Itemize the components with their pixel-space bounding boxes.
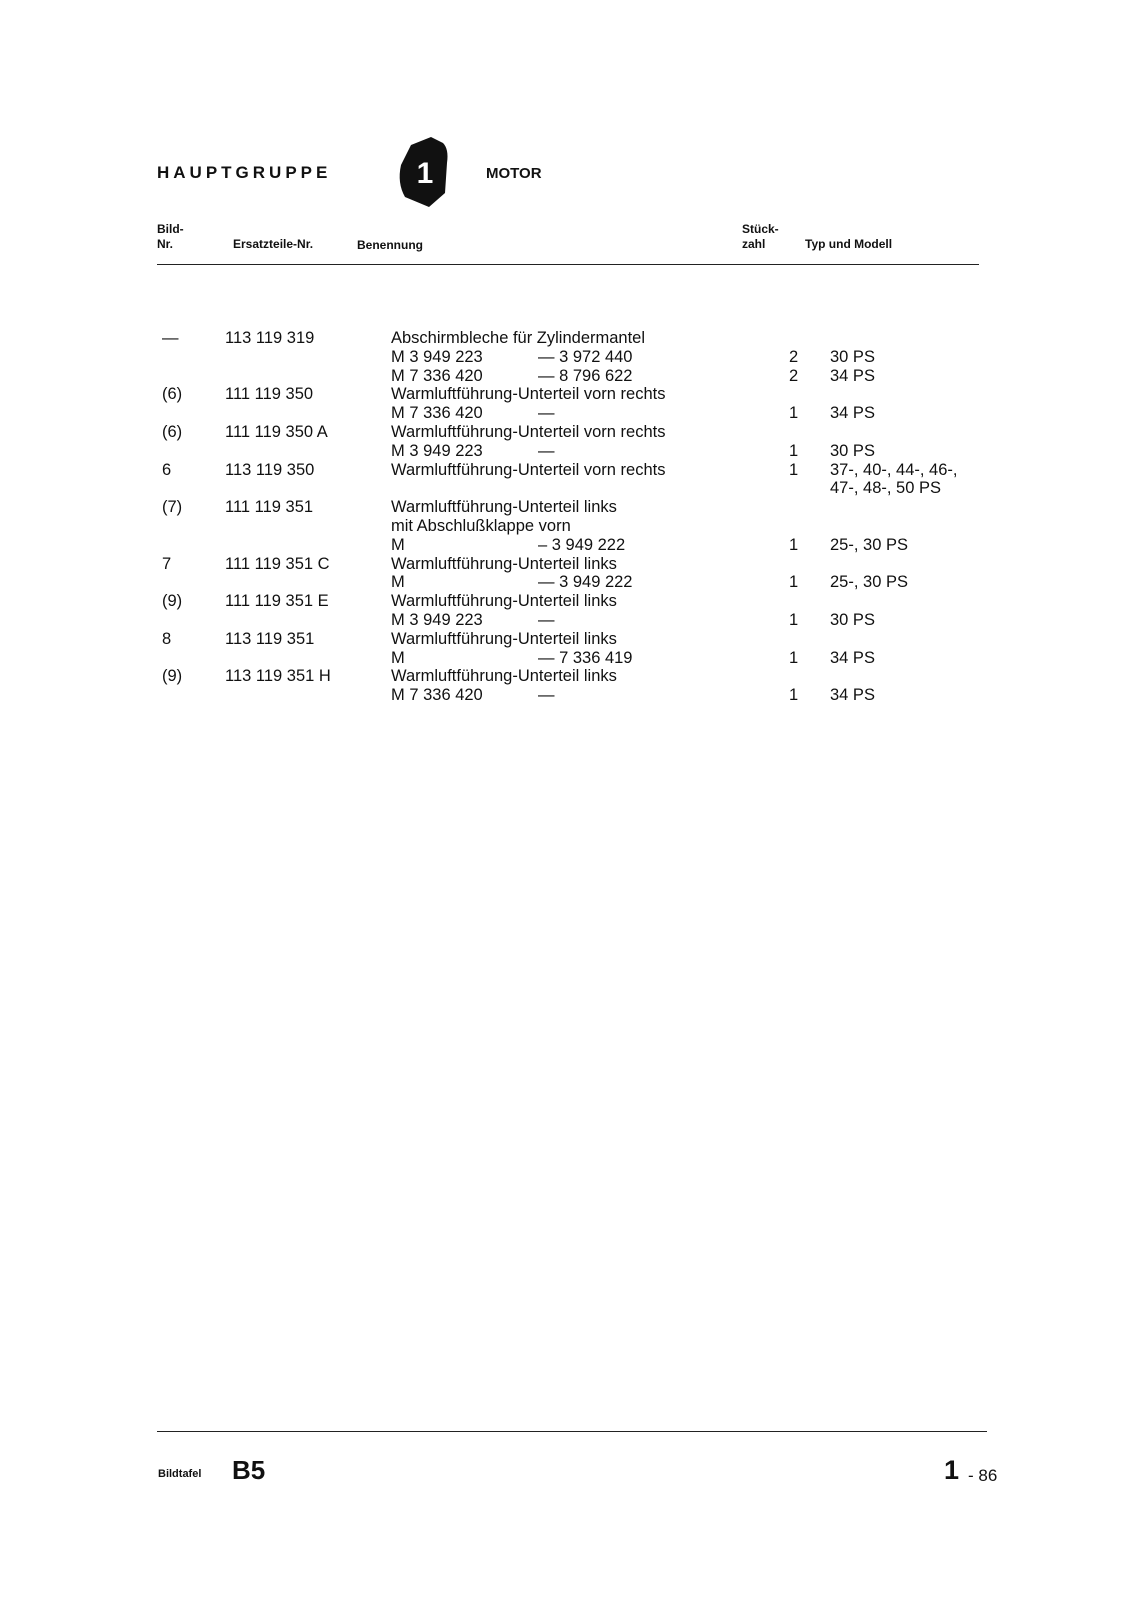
row-range: — 8 796 622 (538, 366, 633, 385)
table-row (0, 367, 1132, 386)
row-part-number: 111 119 350 A (225, 423, 328, 441)
row-description: Warmluftführung-Unterteil vorn rechts (391, 423, 666, 441)
row-quantity: 2 (789, 366, 799, 385)
table-row (0, 348, 1132, 367)
row-model: 25-, 30 PS (830, 535, 908, 554)
col-model: Typ und Modell (805, 237, 893, 251)
row-bild-nr: (9) (162, 592, 183, 611)
page-number-major: 1 (944, 1455, 960, 1485)
row-quantity: 2 (789, 347, 799, 366)
row-quantity: 1 (789, 404, 799, 423)
group-number-badge (397, 137, 449, 207)
col-quantity-line1: Stück- (742, 222, 779, 236)
table-row (0, 517, 1132, 536)
row-part-number: 111 119 351 C (225, 554, 330, 573)
row-description: M (391, 573, 405, 592)
row-model: 30 PS (830, 441, 875, 460)
row-part-number: 113 119 351 (225, 629, 315, 648)
table-row (0, 461, 1132, 480)
row-model: 30 PS (830, 611, 875, 629)
row-model: 34 PS (830, 648, 875, 667)
table-row (0, 423, 1132, 442)
row-part-number: 113 119 351 H (225, 667, 331, 686)
row-range: — 3 949 222 (538, 573, 633, 592)
row-description: M 3 949 223 (391, 347, 483, 366)
row-quantity: 1 (789, 648, 799, 667)
col-part-no: Ersatzteile-Nr. (233, 237, 314, 251)
col-quantity (742, 222, 779, 252)
row-part-number: 113 119 319 (225, 329, 315, 347)
row-description: M (391, 648, 405, 667)
table-row (0, 611, 1132, 630)
row-bild-nr: (6) (162, 385, 183, 404)
table-row (0, 479, 1132, 498)
row-description: Warmluftführung-Unterteil vorn rechts (391, 385, 666, 404)
row-part-number: 113 119 350 (225, 460, 315, 479)
row-model: 34 PS (830, 686, 875, 705)
row-description: M 7 336 420 (391, 404, 483, 423)
table-row (0, 442, 1132, 461)
table-row (0, 592, 1132, 611)
group-badge-icon (397, 137, 449, 207)
table-row (0, 630, 1132, 649)
row-description: mit Abschlußklappe vorn (391, 517, 571, 535)
col-description: Benennung (357, 238, 423, 252)
row-bild-nr: 7 (162, 554, 172, 573)
col-quantity-line2: zahl (742, 237, 766, 251)
row-range: — (538, 404, 555, 423)
row-bild-nr: 6 (162, 460, 172, 479)
row-quantity: 1 (789, 611, 799, 629)
header-rule (157, 264, 979, 265)
row-bild-nr: (9) (162, 667, 183, 686)
row-range: — (538, 686, 555, 705)
row-description: Warmluftführung-Unterteil links (391, 667, 617, 686)
table-row (0, 498, 1132, 517)
table-row (0, 329, 1132, 348)
row-quantity: 1 (789, 573, 799, 592)
row-description: Abschirmbleche für Zylindermantel (391, 329, 646, 347)
col-bild-nr-line1: Bild- (157, 222, 184, 236)
row-description: Warmluftführung-Unterteil vorn rechts (391, 460, 666, 479)
row-model: 34 PS (830, 366, 875, 385)
footer-rule (157, 1431, 987, 1432)
table-row (0, 404, 1132, 423)
row-part-number: 111 119 351 (225, 498, 314, 517)
group-title: MOTOR (486, 165, 542, 182)
group-label: HAUPTGRUPPE (157, 163, 332, 182)
row-description: Warmluftführung-Unterteil links (391, 498, 617, 517)
row-description: M 3 949 223 (391, 441, 483, 460)
row-model: 47-, 48-, 50 PS (830, 479, 941, 498)
row-quantity: 1 (789, 686, 799, 705)
row-range: — (538, 441, 555, 460)
row-description: Warmluftführung-Unterteil links (391, 554, 617, 573)
row-model: 30 PS (830, 347, 875, 366)
row-bild-nr: 8 (162, 629, 172, 648)
row-part-number: 111 119 350 (225, 385, 314, 404)
row-description: M (391, 535, 405, 554)
row-range: — 3 972 440 (538, 347, 633, 366)
col-bild-nr (157, 222, 184, 252)
row-bild-nr: (6) (162, 423, 183, 441)
page-number-minor: - 86 (968, 1466, 998, 1485)
row-quantity: 1 (789, 535, 799, 554)
row-model: 25-, 30 PS (830, 573, 908, 592)
col-bild-nr-line2: Nr. (157, 237, 174, 251)
row-description: M 7 336 420 (391, 686, 483, 705)
group-number: 1 (416, 157, 434, 190)
row-quantity: 1 (789, 441, 799, 460)
row-model: 37-, 40-, 44-, 46-, (830, 460, 958, 479)
table-row (0, 573, 1132, 592)
row-description: M 3 949 223 (391, 611, 483, 629)
row-quantity: 1 (789, 460, 799, 479)
row-model: 34 PS (830, 404, 875, 423)
row-bild-nr: — (162, 329, 179, 347)
plate-label: Bildtafel (158, 1468, 202, 1480)
table-row (0, 667, 1132, 686)
table-row (0, 536, 1132, 555)
row-description: Warmluftführung-Unterteil links (391, 592, 617, 611)
row-description: M 7 336 420 (391, 366, 483, 385)
table-row (0, 385, 1132, 404)
plate-id: B5 (232, 1455, 266, 1485)
row-range: – 3 949 222 (538, 535, 626, 554)
row-bild-nr: (7) (162, 498, 183, 517)
table-row (0, 649, 1132, 668)
row-part-number: 111 119 351 E (225, 592, 329, 611)
row-range: — (538, 611, 555, 629)
row-range: — 7 336 419 (538, 648, 633, 667)
table-row (0, 555, 1132, 574)
row-description: Warmluftführung-Unterteil links (391, 629, 617, 648)
table-row (0, 686, 1132, 705)
